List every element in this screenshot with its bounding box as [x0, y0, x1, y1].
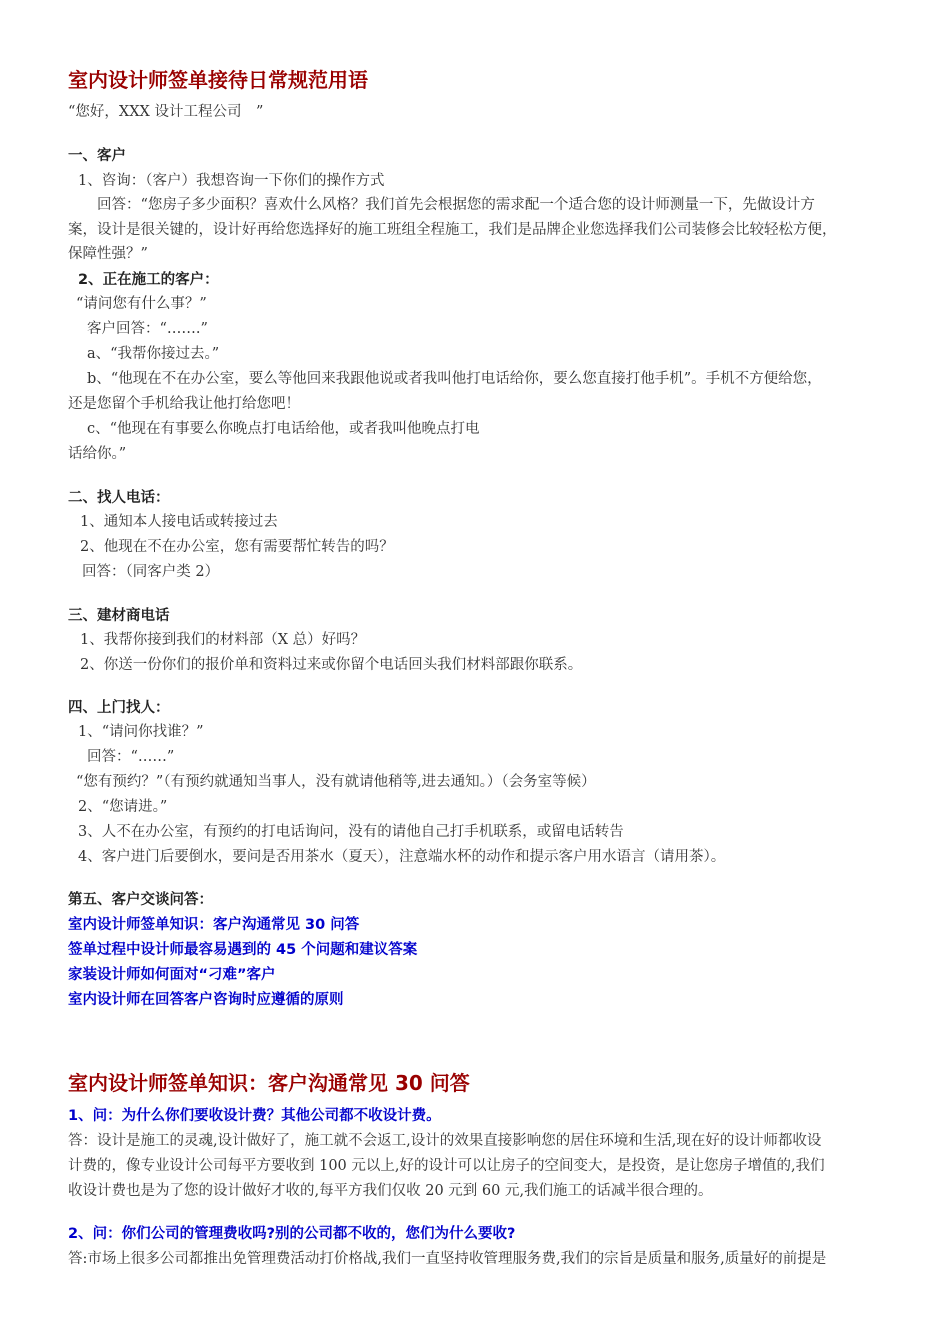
greeting-line: “您好，XXX 设计工程公司 ” [68, 104, 264, 120]
qa-link-30-questions[interactable]: 室内设计师签单知识：客户沟通常见 30 问答 [68, 917, 360, 933]
customer-answer-line: 案，设计是很关键的，设计好再给您选择好的施工班组全程施工，我们是品牌企业您选择我们公司装修会比较轻松方便， [68, 222, 837, 238]
qa-link-principles[interactable]: 室内设计师在回答客户咨询时应遵循的原则 [68, 992, 344, 1008]
dialog-line: a、“我帮你接过去。” [87, 346, 220, 362]
customer-inquiry-line: 1、咨询：（客户）我想咨询一下你们的操作方式 [78, 173, 385, 189]
supplier-line: 2、你送一份你们的报价单和资料过来或你留个电话回头我们材料部跟你联系。 [80, 657, 583, 673]
answer-2-line: 答:市场上很多公司都推出免管理费活动打价格战,我们一直坚持收管理服务费,我们的宗旨是质量和服务,质量好的前提是 [68, 1251, 827, 1267]
visitor-line: 4、客户进门后要倒水，要问是否用茶水（夏天），注意端水杯的动作和提示客户用水语言（请用茶）。 [78, 849, 726, 865]
qa-link-45-questions[interactable]: 签单过程中设计师最容易遇到的 45 个问题和建议答案 [68, 942, 418, 958]
visitor-line: 2、“您请进。” [78, 799, 168, 815]
question-2: 2、问：你们公司的管理费收吗?别的公司都不收的，您们为什么要收? [68, 1226, 516, 1242]
section-call-heading: 二、找人电话： [68, 490, 170, 506]
visitor-line: “您有预约？”（有预约就通知当事人，没有就请他稍等,进去通知。）（会务室等候） [76, 774, 596, 790]
visitor-line: 1、“请问你找谁？” [78, 724, 204, 740]
visitor-line: 3、人不在办公室，有预约的打电话询问，没有的请他自己打手机联系，或留电话转告 [78, 824, 624, 840]
section-title-30-qa: 室内设计师签单知识：客户沟通常见 30 问答 [68, 1071, 470, 1095]
dialog-line: 话给你。” [68, 446, 127, 462]
section-qa-heading: 第五、客户交谈问答： [68, 892, 213, 908]
answer-1-line: 答：设计是施工的灵魂,设计做好了，施工就不会返工,设计的效果直接影响您的居住环境和生活,现在好的设计师都收设 [68, 1133, 822, 1149]
customer-answer-line: 保障性强？” [68, 246, 148, 262]
document-title: 室内设计师签单接待日常规范用语 [68, 68, 368, 92]
dialog-line: 客户回答：“…….” [87, 321, 208, 337]
section-supplier-heading: 三、建材商电话 [68, 608, 170, 624]
question-1: 1、问：为什么你们要收设计费？其他公司都不收设计费。 [68, 1108, 441, 1124]
dialog-line: b、“他现在不在办公室，要么等他回来我跟他说或者我叫他打电话给你，要么您直接打他手机”。手机不方便给您， [87, 371, 822, 387]
call-line: 回答：（同客户类 2） [82, 564, 220, 580]
dialog-line: 还是您留个手机给我让他打给您吧！ [68, 396, 300, 412]
supplier-line: 1、我帮你接到我们的材料部（X 总）好吗？ [80, 632, 366, 648]
section-customer-heading: 一、客户 [68, 148, 126, 164]
answer-1-line: 计费的，像专业设计公司每平方要收到 100 元以上,好的设计可以让房子的空间变大，是投资，是让您房子增值的,我们 [68, 1158, 825, 1174]
dialog-line: “请问您有什么事？” [76, 296, 207, 312]
dialog-line: c、“他现在有事要么你晚点打电话给他，或者我叫他晚点打电 [87, 421, 480, 437]
subsection-construction-customer: 2、正在施工的客户： [78, 272, 219, 288]
call-line: 1、通知本人接电话或转接过去 [80, 514, 278, 530]
section-visitor-heading: 四、上门找人： [68, 700, 170, 716]
call-line: 2、他现在不在办公室，您有需要帮忙转告的吗？ [80, 539, 394, 555]
answer-1-line: 收设计费也是为了您的设计做好才收的,每平方我们仅收 20 元到 60 元,我们施工的话减半很合理的。 [68, 1183, 713, 1199]
qa-link-difficult-customers[interactable]: 家装设计师如何面对“刁难”客户 [68, 967, 276, 983]
customer-answer-line: 回答：“您房子多少面积？喜欢什么风格？我们首先会根据您的需求配一个适合您的设计师测量一下，先做设计方 [97, 197, 815, 213]
visitor-line: 回答：“……” [87, 749, 175, 765]
